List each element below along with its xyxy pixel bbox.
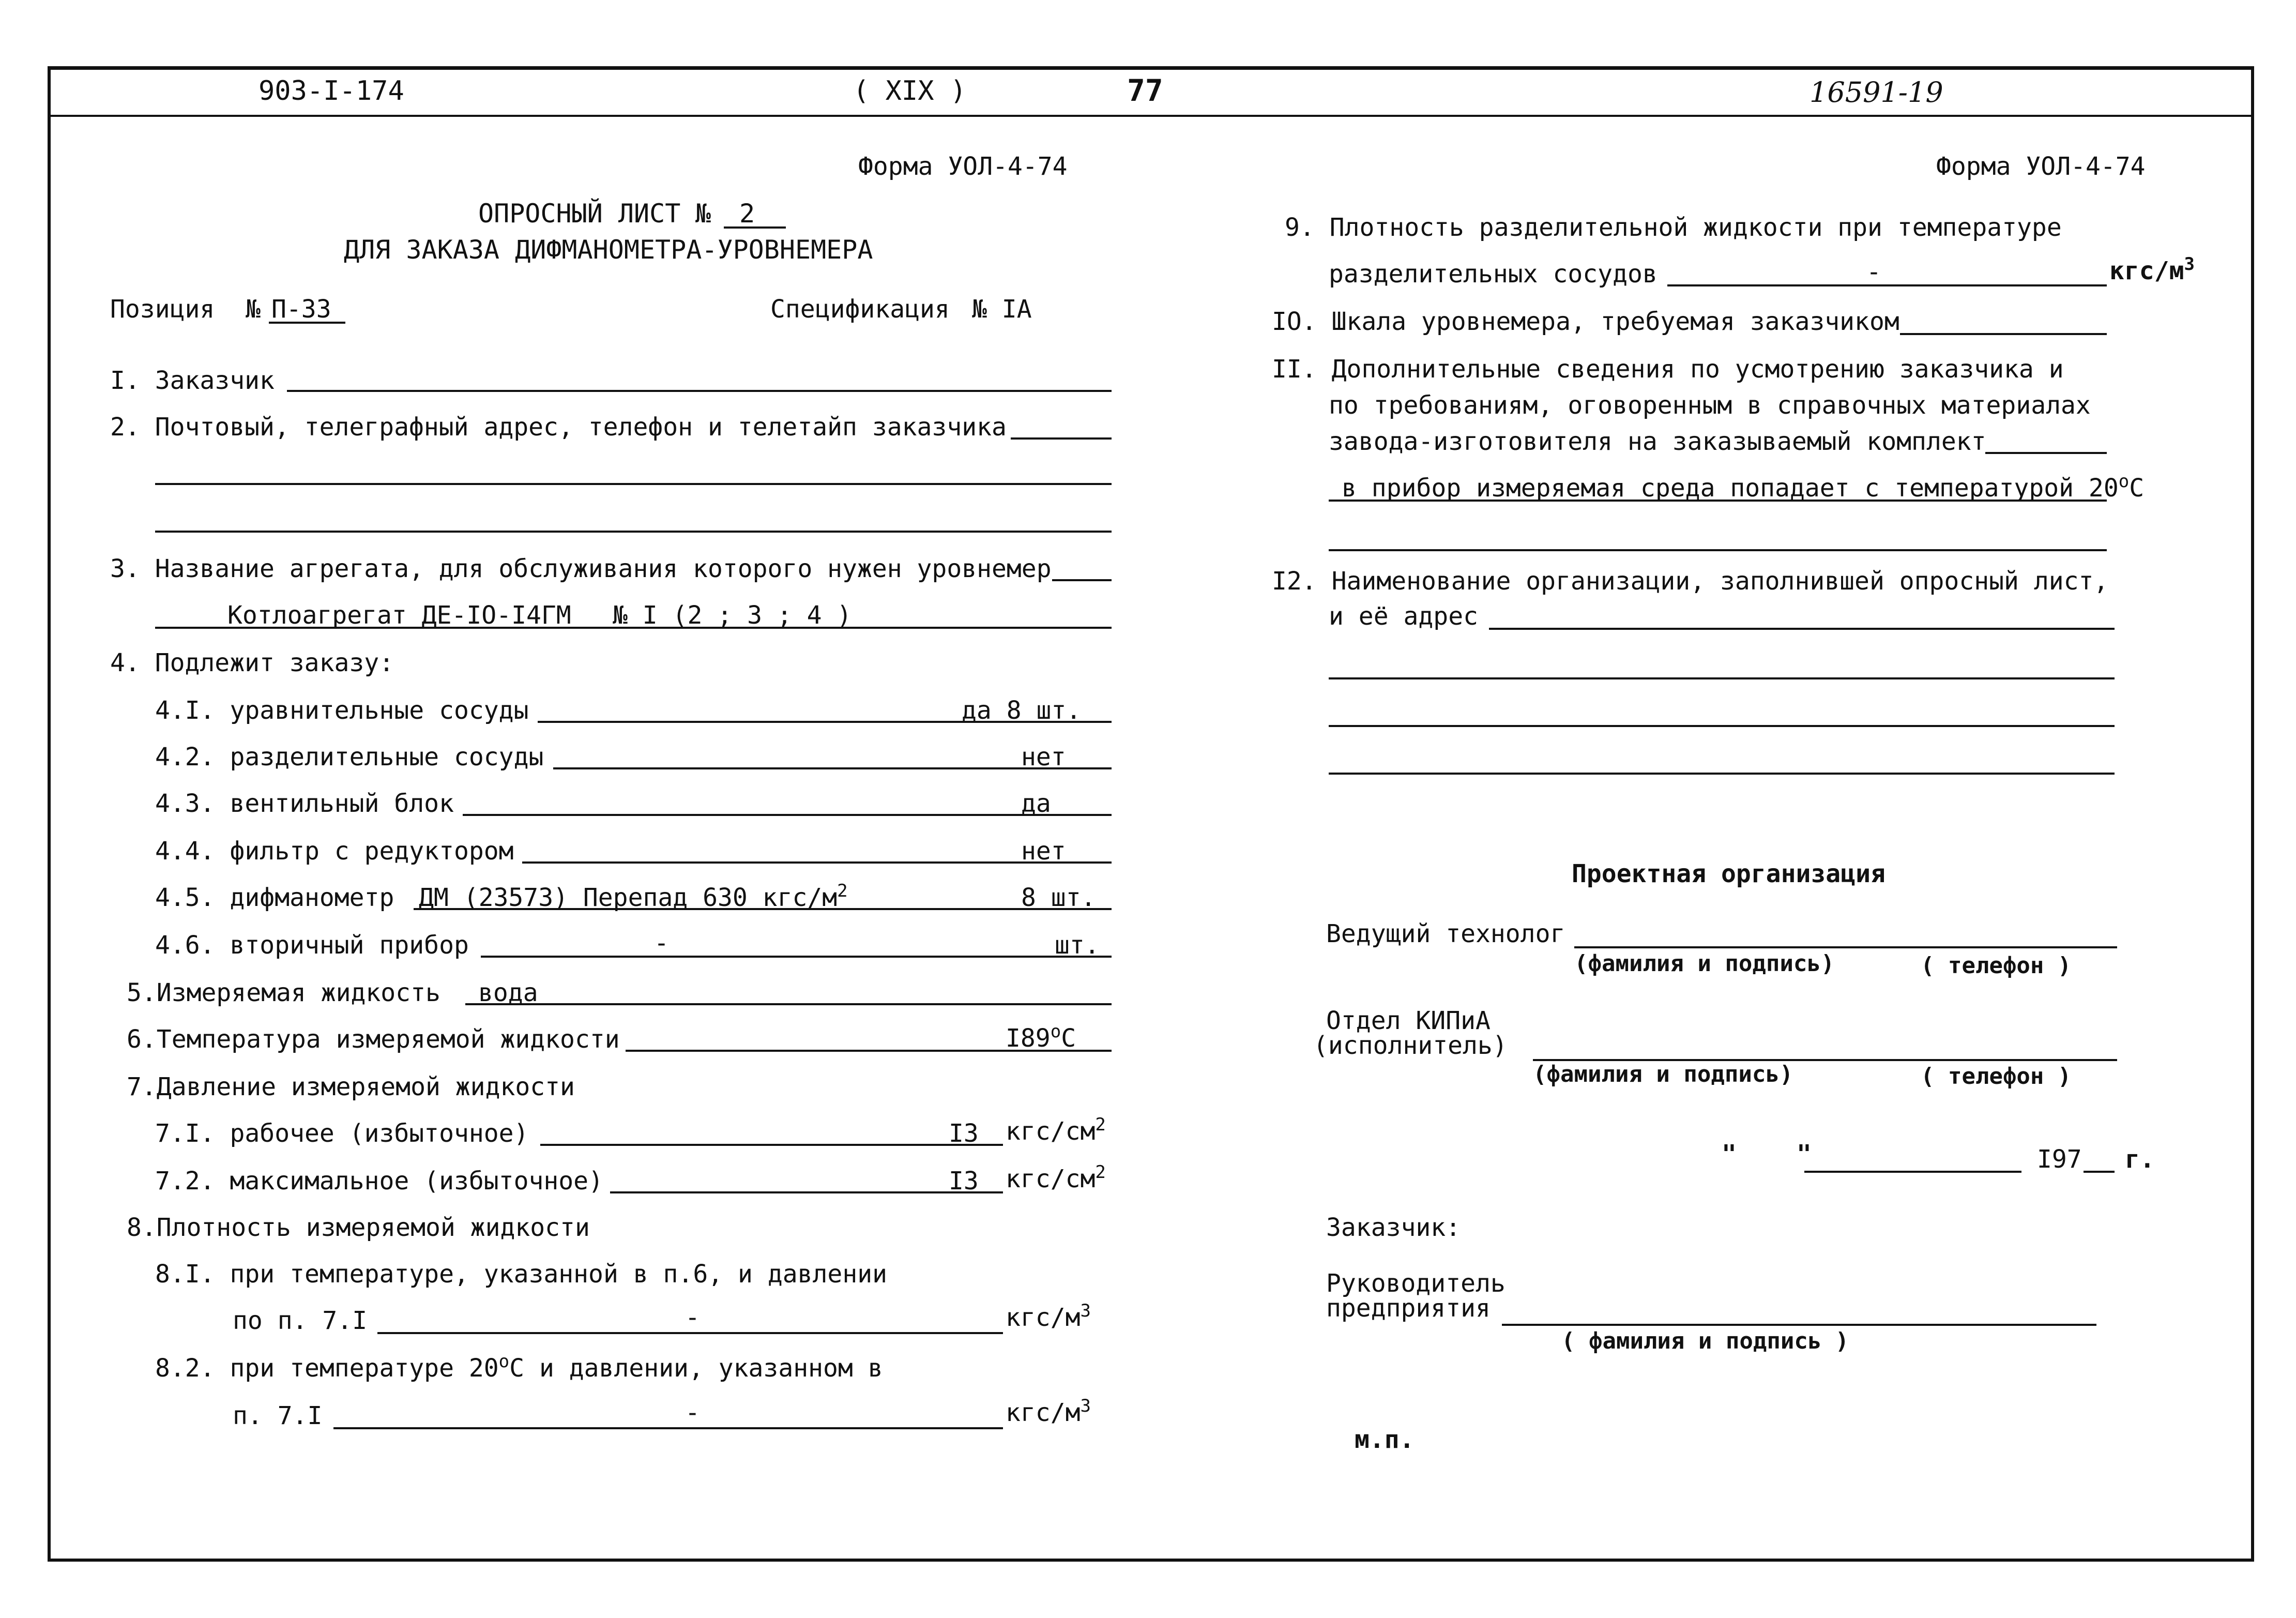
secondary-device-dash: - [654, 929, 669, 958]
item-separating-vessels-text: разделительных сосудов [1329, 260, 1658, 289]
item-org-address: и её адрес [1329, 602, 1478, 631]
separating-vessels-value: нет [1021, 743, 1066, 772]
working-pressure-value: I3 [949, 1119, 979, 1148]
year-suffix: г. [2125, 1145, 2155, 1174]
density-at-temp-line [377, 1332, 1003, 1334]
questionnaire-subtitle: ДЛЯ ЗАКАЗА ДИФМАНОМЕТРА-УРОВНЕМЕРА [344, 235, 873, 265]
archive-number: 16591-19 [1810, 76, 1943, 109]
working-pressure-unit: кгс/$см^2$ [1006, 1114, 1106, 1146]
item-measured-liquid: 5.Измеряемая жидкость [127, 978, 440, 1007]
density-at-temp-unit: кгс/$м^3$ [1006, 1301, 1091, 1332]
item-order-heading: 4. Подлежит заказу: [110, 648, 394, 677]
diff-manometer-qty: 8 шт. [1021, 883, 1096, 912]
item-diff-manometer: 4.5. дифманометр [155, 883, 394, 912]
unit-name-line-1 [1052, 579, 1112, 581]
separating-density-dash: - [1866, 258, 1881, 286]
document-code: 903-I-174 [259, 75, 404, 107]
head-sign-line [1502, 1324, 2096, 1326]
measured-liquid-line [465, 1003, 1112, 1005]
level-scale-line [1900, 333, 2107, 335]
measured-liquid-value: вода [478, 978, 538, 1007]
max-pressure-unit: кгс/$см^2$ [1006, 1162, 1106, 1193]
valve-block-value: да [1021, 789, 1051, 818]
separating-density-unit: кгс/$м^3$ [2109, 254, 2195, 285]
address-line-2 [155, 483, 1112, 485]
item-density-20-ref: п. 7.I [233, 1401, 323, 1430]
head-label-2: предприятия [1326, 1294, 1491, 1323]
item-density-at-temp: 8.I. при температуре, указанной в п.6, и давлении [155, 1260, 888, 1289]
liquid-temperature-value: I89$^o$C [1006, 1021, 1076, 1053]
valve-block-line [463, 814, 1112, 816]
kip-dept-label: Отдел КИПиА [1326, 1006, 1491, 1035]
item-separating-vessels: 4.2. разделительные сосуды [155, 743, 544, 772]
lead-tech-name-caption: (фамилия и подпись) [1574, 950, 1835, 977]
separating-density-line [1667, 284, 2107, 286]
item-working-pressure: 7.I. рабочее (избыточное) [155, 1119, 529, 1148]
density-at-temp-dash: - [685, 1303, 700, 1332]
page-number: 77 [1127, 73, 1163, 108]
secondary-device-qty: шт. [1055, 931, 1100, 960]
item-customer: I. Заказчик [110, 366, 275, 395]
density-at-20-unit: кгс/$м^3$ [1006, 1396, 1091, 1427]
item-level-scale: IO. Шкала уровнемера, требуемая заказчиком [1272, 307, 1899, 336]
max-pressure-line [610, 1191, 1003, 1193]
item-secondary-device: 4.6. вторичный прибор [155, 931, 469, 960]
customer-line [287, 390, 1112, 392]
diff-manometer-value: ДМ (23573) Перепад 630 кгс/$м^2$ [419, 881, 848, 912]
year-line [2084, 1171, 2115, 1173]
item-max-pressure: 7.2. максимальное (избыточное) [155, 1167, 603, 1196]
item-extra-info-2: по требованиям, оговоренным в справочных материалах [1329, 391, 2091, 420]
date-quote-close: " [1797, 1140, 1812, 1169]
year-prefix: I97 [2037, 1145, 2082, 1174]
equalizing-vessels-value: да 8 шт. [962, 696, 1082, 725]
item-extra-info-1: II. Дополнительные сведения по усмотрению заказчика и [1272, 355, 2064, 384]
position-number-sign: № [246, 295, 261, 324]
section-number: ( XIX ) [853, 75, 967, 107]
org-address-line-2 [1329, 677, 2115, 679]
working-pressure-line [540, 1144, 1003, 1146]
lead-technologist-line [1574, 946, 2117, 948]
extra-info-line-3 [1329, 549, 2107, 551]
item-valve-block: 4.3. вентильный блок [155, 789, 454, 818]
position-underline [269, 322, 345, 324]
org-address-line-3 [1329, 725, 2115, 727]
header-divider [48, 115, 2254, 117]
unit-name-line-2 [155, 627, 1112, 629]
date-line [1804, 1171, 2021, 1173]
form-label-left: Форма УОЛ-4-74 [858, 152, 1068, 181]
item-extra-info-3: завода-изготовителя на заказываемый комплект [1329, 427, 1986, 456]
stamp-place-label: м.п. [1355, 1425, 1415, 1454]
extra-info-line-2 [1329, 500, 2107, 502]
form-label-right: Форма УОЛ-4-74 [1936, 152, 2146, 181]
density-at-20-dash: - [685, 1398, 700, 1427]
position-value: П-33 [271, 295, 331, 324]
lead-tech-phone-caption: ( телефон ) [1921, 952, 2072, 979]
item-equalizing-vessels: 4.I. уравнительные сосуды [155, 696, 529, 725]
head-sign-caption: ( фамилия и подпись ) [1561, 1328, 1849, 1354]
unit-name-value: Котлоагрегат ДЕ-IO-I4ГМ [227, 601, 571, 630]
secondary-device-line [481, 956, 1112, 958]
extra-info-line-1 [1985, 452, 2107, 454]
address-line-3 [155, 531, 1112, 533]
date-quote-open: " [1722, 1140, 1737, 1169]
item-filter-reducer: 4.4. фильтр с редуктором [155, 837, 514, 866]
design-org-title: Проектная организация [1572, 859, 1886, 888]
item-liquid-pressure: 7.Давление измеряемой жидкости [127, 1072, 575, 1101]
questionnaire-number: 2 [739, 199, 755, 229]
executor-label: (исполнитель) [1313, 1031, 1508, 1060]
lead-technologist-label: Ведущий технолог [1326, 919, 1565, 948]
density-at-20-line [333, 1427, 1003, 1429]
address-line-1 [1011, 437, 1112, 440]
extra-info-value: в прибор измеряемая среда попадает с температурой 20$^o$С [1342, 471, 2145, 503]
spec-value: № IA [972, 295, 1032, 324]
item-separating-density: 9. Плотность разделительной жидкости при температуре [1285, 213, 2062, 242]
item-liquid-temperature: 6.Температура измеряемой жидкости [127, 1025, 620, 1054]
item-org-name: I2. Наименование организации, заполнившей опросный лист, [1272, 567, 2109, 596]
item-liquid-density: 8.Плотность измеряемой жидкости [127, 1213, 590, 1242]
head-label-1: Руководитель [1326, 1269, 1506, 1298]
customer-label: Заказчик: [1326, 1213, 1461, 1242]
questionnaire-title: ОПРОСНЫЙ ЛИСТ [478, 199, 681, 229]
title-number-sign: № [695, 199, 711, 229]
item-unit-name: 3. Название агрегата, для обслуживания которого нужен уровнемер [110, 554, 1052, 583]
item-density-at-20: 8.2. при температуре 20$^o$С и давлении, указанном в [155, 1351, 883, 1383]
kip-phone-caption: ( телефон ) [1921, 1063, 2072, 1090]
kip-name-caption: (фамилия и подпись) [1533, 1061, 1793, 1087]
item-density-ref: по п. 7.I [233, 1306, 368, 1335]
spec-label: Спецификация [770, 295, 950, 324]
max-pressure-value: I3 [949, 1167, 979, 1196]
position-label: Позиция [110, 295, 215, 324]
item-address: 2. Почтовый, телеграфный адрес, телефон и телетайп заказчика [110, 413, 1007, 442]
org-address-line-4 [1329, 773, 2115, 775]
unit-name-numbers: № I (2 ; 3 ; 4 ) [613, 601, 852, 630]
title-number-underline [724, 226, 786, 229]
org-address-line-1 [1489, 628, 2115, 630]
filter-reducer-value: нет [1021, 837, 1066, 866]
